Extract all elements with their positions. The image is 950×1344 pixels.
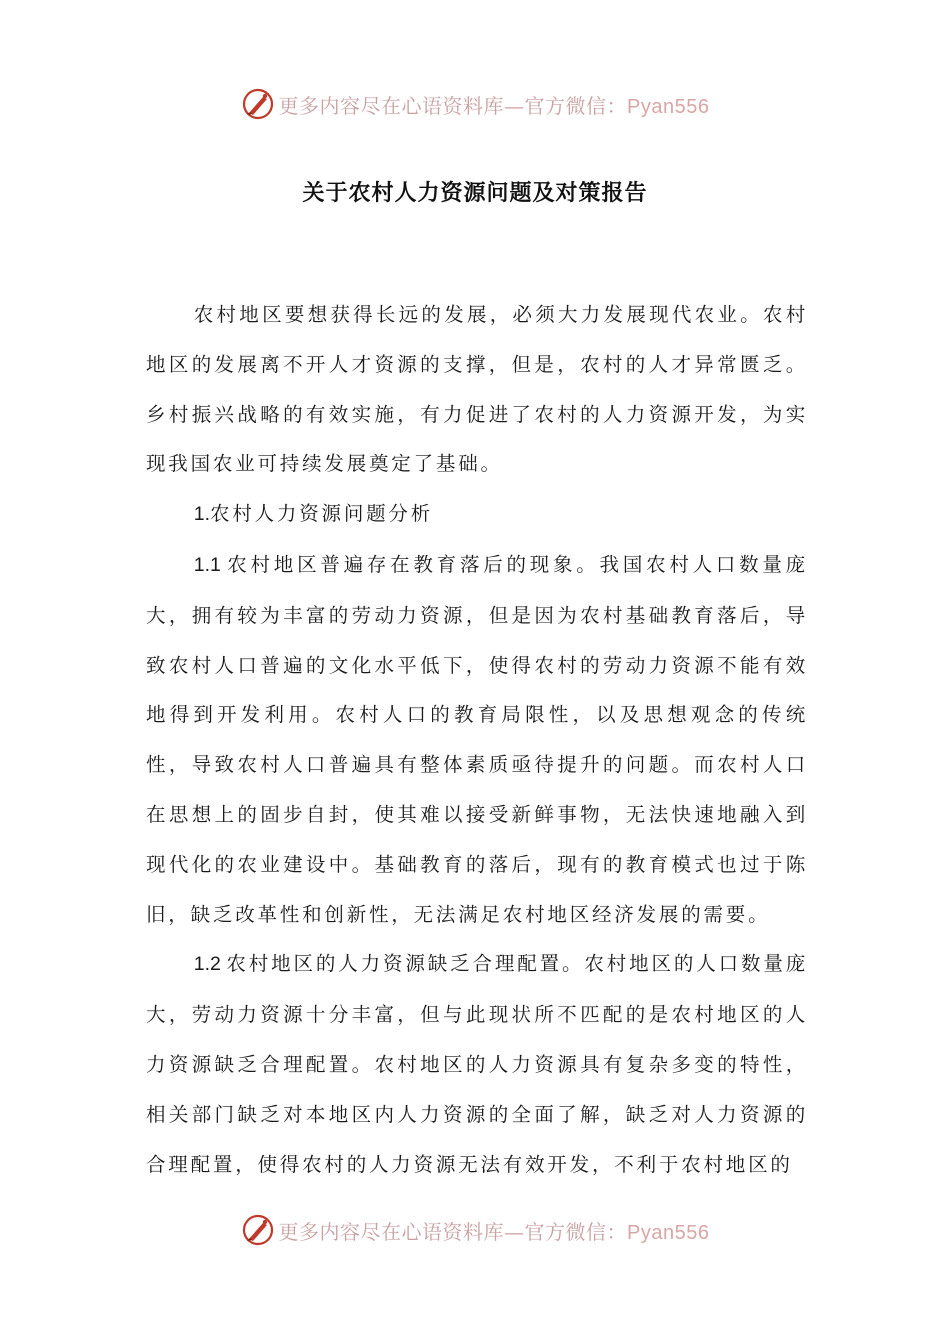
paragraph-text: 农村地区要想获得长远的发展，必须大力发展现代农业。农村地区的发展离不开人才资源的支撑，但是，农村的人才异常匮乏。乡村振兴战略的有效实施，有力促进了农村的人力资源开发，为实现我国农业可持续发展奠定了基础。 <box>146 303 808 476</box>
banner-text <box>279 90 710 119</box>
document-title: 关于农村人力资源问题及对策报告 <box>302 181 648 206</box>
header-banner <box>0 84 950 124</box>
section-heading-text: 农村人力资源问题分析 <box>210 502 434 526</box>
footer-banner <box>0 1210 950 1250</box>
banner-separator: — <box>504 1219 525 1244</box>
section-number: 1.1 <box>193 553 228 576</box>
banner-wechat-id: Pyan556 <box>627 95 710 118</box>
section-heading-1 <box>146 489 808 540</box>
banner-text <box>279 1216 710 1245</box>
section-number: 1.2 <box>193 953 227 976</box>
banner-site-name: 更多内容尽在心语资料库 <box>278 93 505 118</box>
paragraph-1-2 <box>146 939 808 1189</box>
paragraph-intro <box>146 290 808 489</box>
paragraph-text: 农村地区的人力资源缺乏合理配置。农村地区的人口数量庞大，劳动力资源十分丰富，但与此现状所不匹配的是农村地区的人力资源缺乏合理配置。农村地区的人力资源具有复杂多变的特性，相关部门缺乏对本地区内人力资源的全面了解，缺乏对人力资源的合理配置，使得农村的人力资源无法有效开发，不利于农村地区的 <box>146 952 808 1176</box>
banner-wechat-label: 官方微信： <box>524 93 628 118</box>
banner-site-name: 更多内容尽在心语资料库 <box>278 1219 505 1244</box>
pen-logo-icon <box>241 1213 275 1247</box>
banner-wechat-label: 官方微信： <box>524 1219 628 1244</box>
paragraph-text: 农村地区普遍存在教育落后的现象。我国农村人口数量庞大，拥有较为丰富的劳动力资源，但是因为农村基础教育落后，导致农村人口普遍的文化水平低下，使得农村的劳动力资源不能有效地得到开发利用。农村人口的教育局限性，以及思想观念的传统性，导致农村人口普遍具有整体素质亟待提升的问题。而农村人口在思想上的固步自封，使其难以接受新鲜事物，无法快速地融入到现代化的农业建设中。基础教育的落后，现有的教育模式也过于陈旧，缺乏改革性和创新性，无法满足农村地区经济发展的需要。 <box>146 552 808 926</box>
section-number: 1. <box>193 503 211 526</box>
document-body <box>146 290 808 1189</box>
banner-wechat-id: Pyan556 <box>627 1221 710 1244</box>
paragraph-1-1 <box>146 540 808 939</box>
pen-logo-icon <box>241 87 275 121</box>
banner-separator: — <box>504 93 525 118</box>
